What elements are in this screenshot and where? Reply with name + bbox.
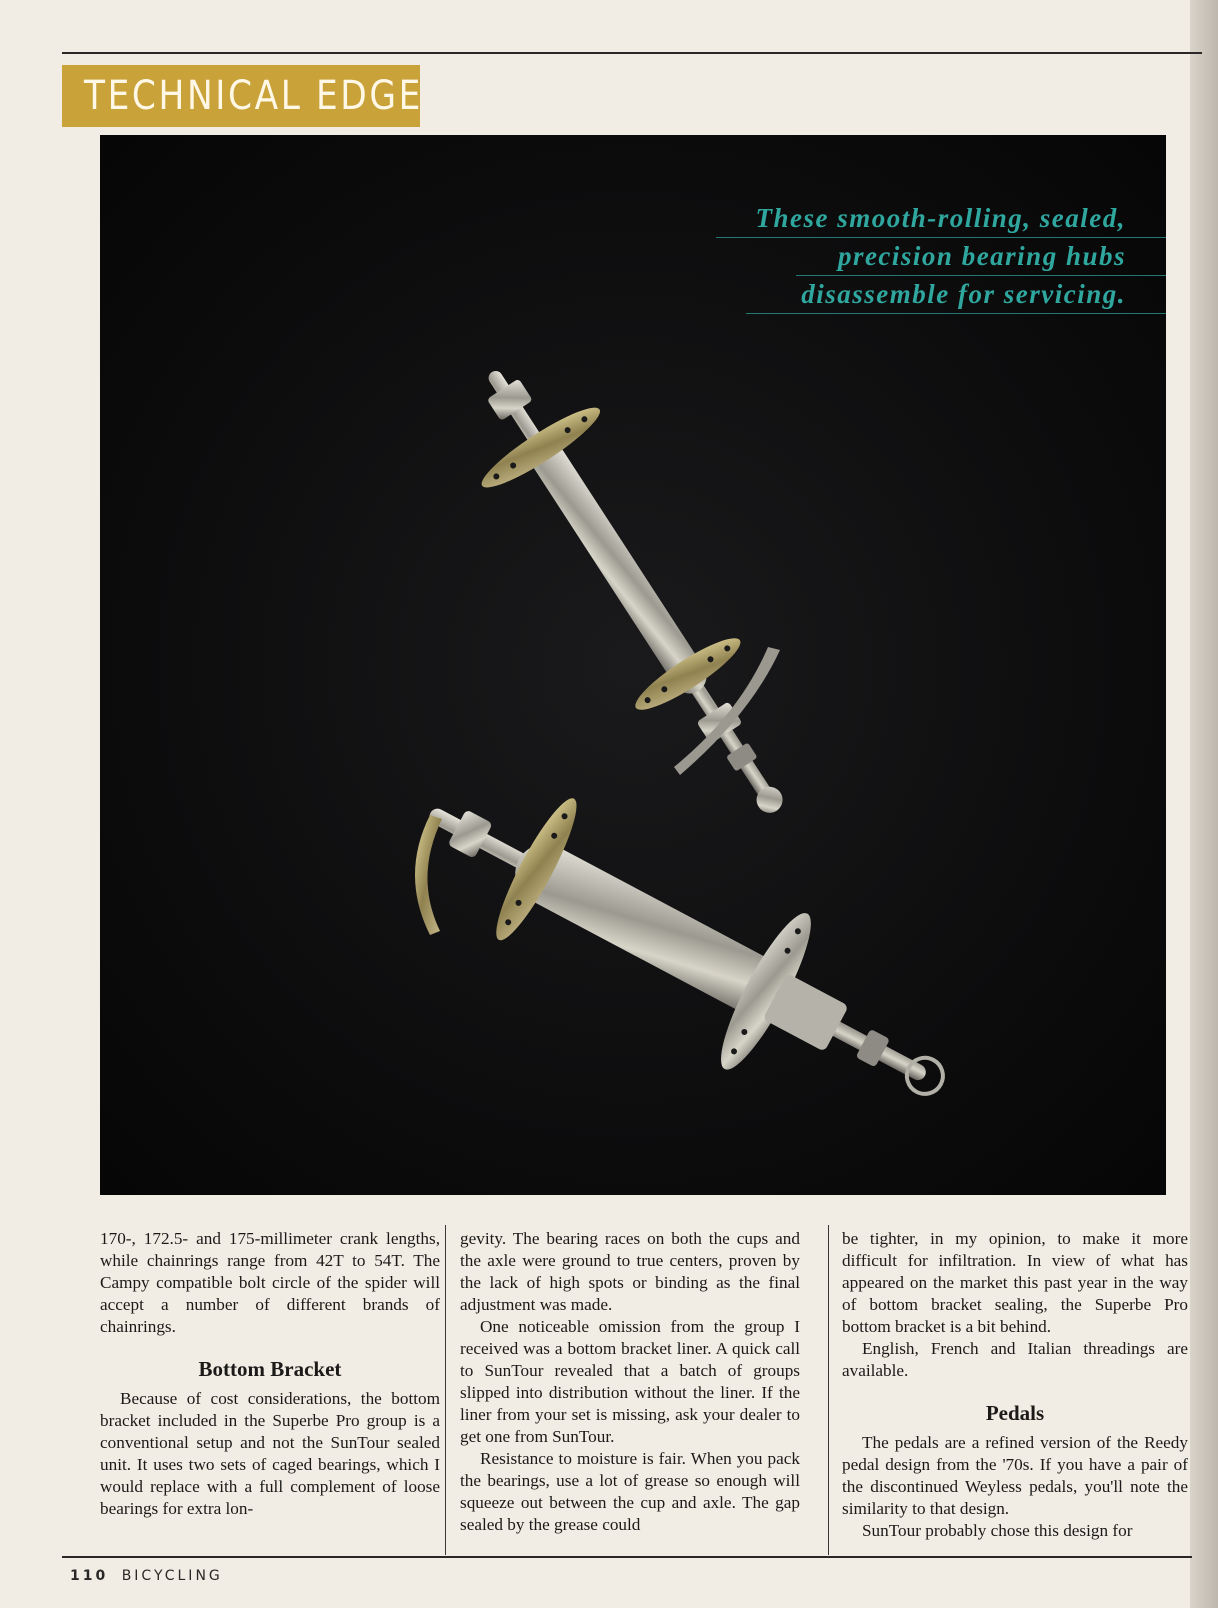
caption-rule	[746, 313, 1166, 314]
column-1	[100, 1228, 440, 1552]
hub-photo	[100, 135, 1166, 1195]
paragraph: SunTour probably chose this design for	[862, 1521, 1133, 1540]
caption-rule	[716, 237, 1166, 238]
paragraph: gevity. The bearing races on both the cups and the axle were ground to true centers, proven by the lack of high spots or binding as the final adjustment was made.	[460, 1229, 800, 1314]
bottom-rule	[62, 1556, 1192, 1558]
column-divider	[445, 1225, 446, 1555]
subheading-bottom-bracket: Bottom Bracket	[198, 1357, 342, 1381]
caption-line-3: disassemble for servicing.	[801, 279, 1126, 309]
section-title: TECHNICAL EDGE	[84, 73, 423, 119]
paragraph: English, French and Italian threadings are available.	[842, 1339, 1188, 1380]
paragraph: 170-, 172.5- and 175-millimeter crank lengths, while chainrings range from 42T to 54T. The Campy compatible bolt circle of the spider will accept a number of different brands of chainrings.	[100, 1229, 440, 1336]
page-footer	[70, 1568, 223, 1584]
caption-line-1: These smooth-rolling, sealed,	[755, 203, 1126, 233]
magazine-name: BICYCLING	[121, 1568, 223, 1584]
page-number: 110	[70, 1568, 109, 1584]
top-rule	[62, 52, 1202, 54]
section-header	[62, 65, 423, 127]
rear-hub	[389, 735, 982, 1162]
paragraph: be tighter, in my opinion, to make it more difficult for infiltration. In view of what has appeared on the market this past year in the way of bottom bracket sealing, the Superbe Pro bottom bracket is a bit behind.	[842, 1229, 1188, 1336]
paragraph: One noticeable omission from the group I received was a bottom bracket liner. A quick call to SunTour revealed that a batch of groups slipped into distribution without the liner. If the liner from your set is missing, ask your dealer to get one from SunTour.	[460, 1317, 800, 1446]
front-hub	[433, 334, 835, 849]
caption-line-2: precision bearing hubs	[837, 241, 1126, 271]
paragraph: Because of cost considerations, the bottom bracket included in the Superbe Pro group is a conventional setup and not the SunTour sealed unit. It uses two sets of caged bearings, which I would replace with a full complement of loose bearings for extra lon-	[100, 1389, 440, 1518]
article-body	[100, 1228, 1188, 1552]
column-divider	[828, 1225, 829, 1555]
caption-rule	[796, 275, 1166, 276]
page-edge	[1190, 0, 1218, 1608]
rear-lever	[415, 815, 442, 935]
paragraph: Resistance to moisture is fair. When you pack the bearings, use a lot of grease so enough will squeeze out between the cup and axle. The gap sealed by the grease could	[460, 1449, 800, 1534]
photo-caption	[755, 199, 1126, 313]
column-3	[842, 1228, 1188, 1552]
subheading-pedals: Pedals	[985, 1401, 1045, 1425]
paragraph: The pedals are a refined version of the Reedy pedal design from the '70s. If you have a pair of the discontinued Weyless pedals, you'll note the similarity to that design.	[842, 1433, 1188, 1518]
column-2	[460, 1228, 800, 1552]
